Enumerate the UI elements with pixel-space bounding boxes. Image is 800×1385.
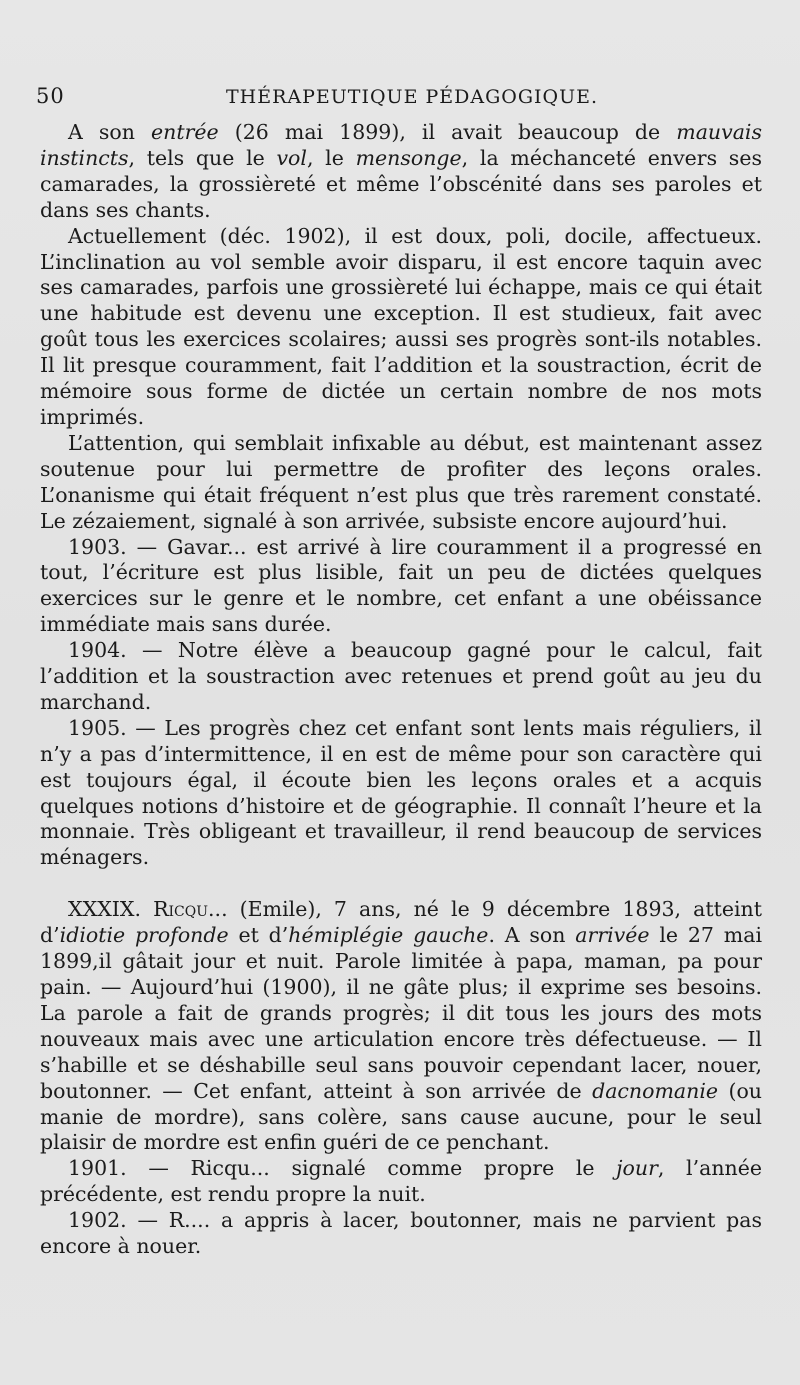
italic-term: mensonge [355,145,462,170]
page-number: 50 [36,84,65,108]
italic-term: idiotie profonde [59,923,229,948]
paragraph-1902: 1902. — R.... a appris à lacer, boutonner, mais ne parvient pas encore à nouer. [40,1208,762,1259]
italic-term: hémiplégie gauche [288,923,489,948]
case-xxxix-paragraph: XXXIX. Ricqu... (Emile), 7 ans, né le 9 décembre 1893, atteint d’idiotie profonde et d’hémiplégie gauche. A son arrivée le 27 mai 1899,il gâtait jour et nuit. Parole limitée à papa, maman, pa pour pain. — Aujourd’hui (1900), il ne gâte plus; il exprime ses besoins. La parole a fait de grands progrès; il dit tous les jours des mots nouveaux mais avec une articulation encore très défectueuse. — Il s’habille et se déshabille seul sans pouvoir cependant lacer, nouer, boutonner. — Cet enfant, atteint à son arrivée de dacnomanie (ou manie de mordre), sans colère, sans cause aucune, pour le seul plaisir de mordre est enfin guéri de ce penchant. [40,897,762,1155]
running-title: THÉRAPEUTIQUE PÉDAGOGIQUE. [226,86,599,108]
paragraph-actuellement: Actuellement (déc. 1902), il est doux, poli, docile, affectueux. L’inclination au vol semble avoir disparu, il est encore taquin avec ses camarades, parfois une grossièreté lui échappe, mais ce qui était une habitude est devenu une exception. Il est studieux, fait avec goût tous les exercices scolaires; aussi ses progrès sont-ils notables. Il lit presque couramment, fait l’addition et la soustraction, écrit de mémoire sous forme de dictée un certain nombre de nos mots imprimés. [40,223,762,429]
paragraph-1901: 1901. — Ricqu... signalé comme propre le jour, l’année précédente, est rendu propre la nuit. [40,1156,762,1207]
paragraph-1903: 1903. — Gavar... est arrivé à lire couramment il a progressé en tout, l’écriture est plus lisible, fait un peu de dictées quelques exercices sur le genre et le nombre, cet enfant a une obéissance immédiate mais sans durée. [40,534,762,637]
italic-term: entrée [151,120,219,144]
italic-term: jour [616,1156,658,1181]
paragraph-1905: 1905. — Les progrès chez cet enfant sont lents mais réguliers, il n’y a pas d’intermittence, il en est de même pour son caractère qui est toujours égal, il écoute bien les leçons orales et a acquis quelques notions d’histoire et de géographie. Il connaît l’heure et la monnaie. Très obligeant et travailleur, il rend beaucoup de services ménagers. [40,715,762,870]
italic-term: mauvais instincts [40,120,762,170]
page-body [40,120,762,1260]
page-header [36,84,760,114]
italic-term: vol [276,145,307,170]
patient-name: Ricqu... [153,897,228,922]
italic-term: dacnomanie [592,1078,719,1103]
paragraph-1904: 1904. — Notre élève a beaucoup gagné pour le calcul, fait l’addition et la soustraction avec retenues et prend goût au jeu du marchand. [40,638,762,714]
paragraph-attention: L’attention, qui semblait infixable au début, est maintenant assez soutenue pour lui permettre de profiter des leçons orales. L’onanisme qui était fréquent n’est plus que très rarement constaté. Le zézaiement, signalé à son arrivée, subsiste encore aujourd’hui. [40,430,762,533]
paragraph-entree: A son entrée (26 mai 1899), il avait beaucoup de mauvais instincts, tels que le vol, le mensonge, la méchanceté envers ses camarades, la grossièreté et même l’obscénité dans ses paroles et dans ses chants. [40,120,762,222]
italic-term: arrivée [575,923,650,948]
